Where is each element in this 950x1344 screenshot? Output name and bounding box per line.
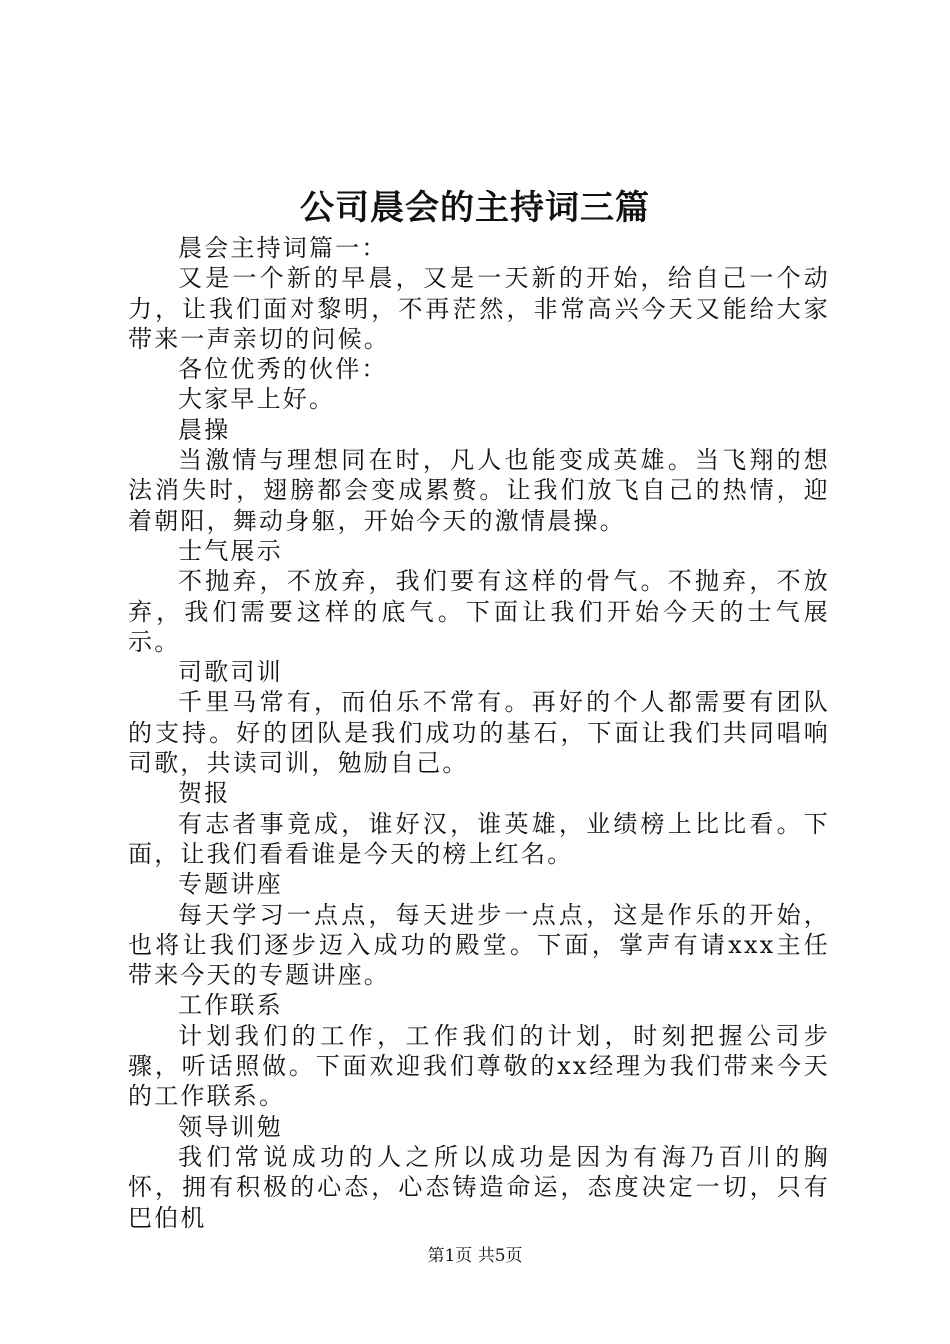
section-heading: 专题讲座 [178, 870, 283, 899]
section-heading: 士气展示 [178, 536, 283, 565]
paragraph: 各位优秀的伙伴： [178, 355, 388, 384]
paragraph: 当激情与理想同在时，凡人也能变成英雄。当飞翔的想法消失时，翅膀都会变成累赘。让我们放飞自己的热情，迎着朝阳，舞动身躯，开始今天的激情晨操。 [128, 446, 830, 535]
paragraph: 有志者事竟成，谁好汉，谁英雄，业绩榜上比比看。下面，让我们看看谁是今天的榜上红名。 [128, 809, 830, 868]
paragraph: 我们常说成功的人之所以成功是因为有海乃百川的胸怀，拥有积极的心态，心态铸造命运，态度决定一切，只有巴伯机 [128, 1142, 830, 1232]
section-heading: 领导训勉 [178, 1112, 283, 1141]
paragraph: 又是一个新的早晨，又是一天新的开始，给自己一个动力，让我们面对黎明，不再茫然，非常高兴今天又能给大家带来一声亲切的问候。 [128, 264, 830, 353]
paragraph: 每天学习一点点，每天进步一点点，这是作乐的开始，也将让我们逐步迈入成功的殿堂。下面，掌声有请xxx主任带来今天的专题讲座。 [128, 900, 830, 990]
paragraph: 大家早上好。 [178, 385, 336, 414]
paragraph: 计划我们的工作，工作我们的计划，时刻把握公司步骤，听话照做。下面欢迎我们尊敬的xx经理为我们带来今天的工作联系。 [128, 1021, 830, 1111]
paragraph: 不抛弃，不放弃，我们要有这样的骨气。不抛弃，不放弃，我们需要这样的底气。下面让我们开始今天的士气展示。 [128, 567, 830, 656]
section-heading: 司歌司训 [178, 658, 283, 687]
paragraph: 千里马常有，而伯乐不常有。再好的个人都需要有团队的支持。好的团队是我们成功的基石，下面让我们共同唱响司歌，共读司训，勉励自己。 [128, 688, 830, 778]
document-body [128, 233, 830, 1233]
section-heading: 晨操 [178, 415, 231, 444]
paragraph: 晨会主持词篇一： [178, 234, 388, 262]
section-heading: 贺报 [178, 779, 231, 808]
section-heading: 工作联系 [178, 991, 283, 1020]
document-title: 公司晨会的主持词三篇 [300, 188, 650, 228]
page-number-footer: 第1页 共5页 [427, 1246, 523, 1266]
